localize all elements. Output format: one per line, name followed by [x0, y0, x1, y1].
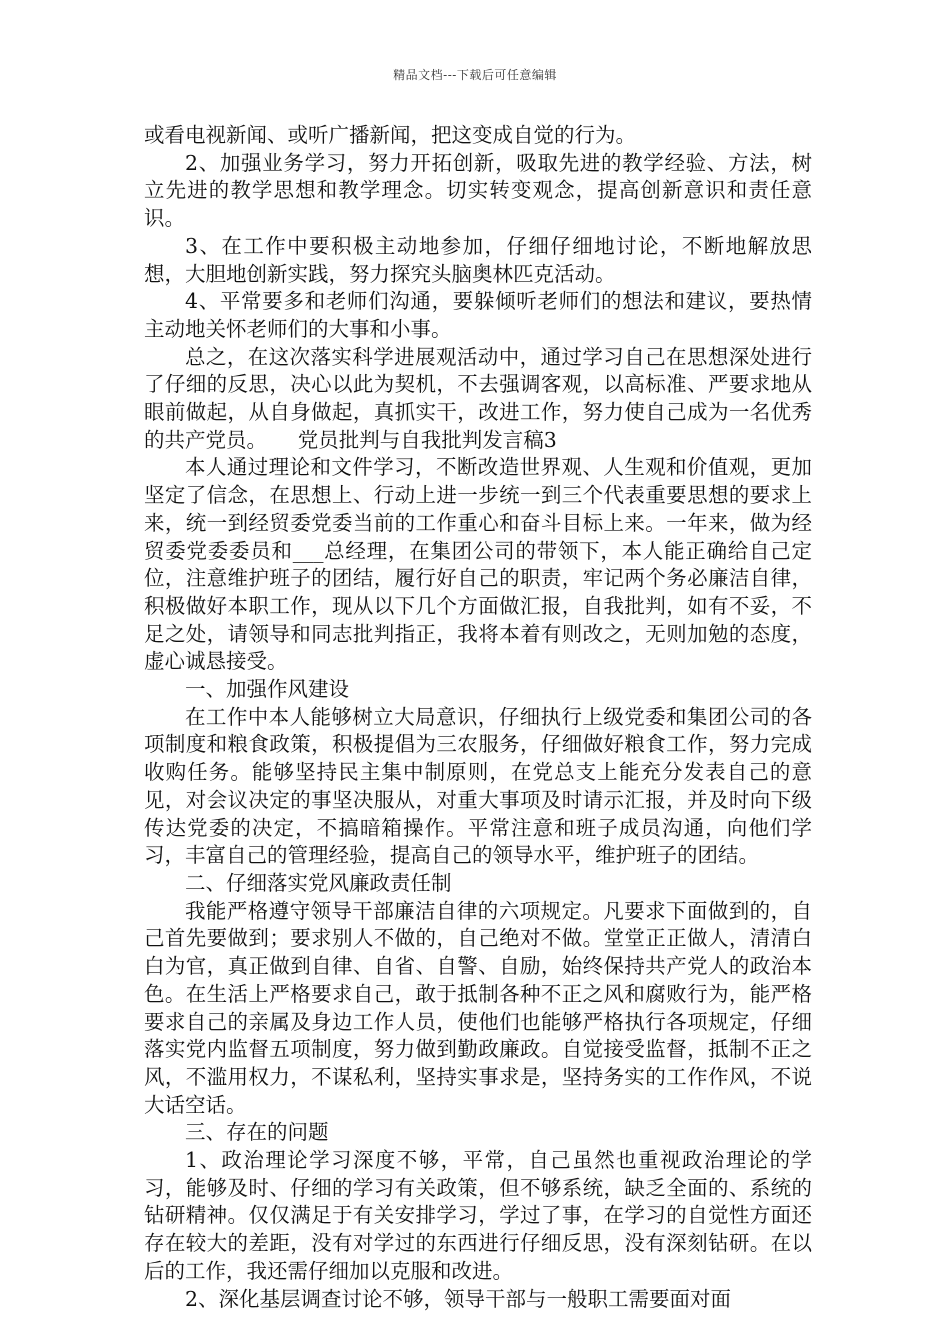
paragraph: 4、平常要多和老师们沟通，要躲倾听老师们的想法和建议，要热情主动地关怀老师们的大事和小事。	[144, 289, 812, 341]
page-header: 精品文档---下载后可任意编辑	[393, 68, 557, 82]
paragraph: 本人通过理论和文件学习，不断改造世界观、人生观和价值观，更加坚定了信念，在思想上、行动上进一步统一到三个代表重要思想的要求上来，统一到经贸委党委当前的工作重心和奋斗目标上来。一年来，做为经贸委党委委员和___总经理，在集团公司的带领下，本人能正确给自己定位，注意维护班子的团结，履行好自己的职责，牢记两个务必廉洁自律，积极做好本职工作，现从以下几个方面做汇报，自我批判，如有不妥，不足之处，请领导和同志批判指正，我将本着有则改之，无则加勉的态度，虚心诚恳接受。	[144, 455, 812, 674]
paragraph: 在工作中本人能够树立大局意识，仔细执行上级党委和集团公司的各项制度和粮食政策，积极提倡为三农服务，仔细做好粮食工作，努力完成收购任务。能够坚持民主集中制原则，在党总支上能充分发表自己的意见，对会议决定的事坚决服从，对重大事项及时请示汇报，并及时向下级传达党委的决定，不搞暗箱操作。平常注意和班子成员沟通，向他们学习，丰富自己的管理经验，提高自己的领导水平，维护班子的团结。	[144, 704, 812, 868]
paragraph: 我能严格遵守领导干部廉洁自律的六项规定。凡要求下面做到的，自己首先要做到；要求别人不做的，自己绝对不做。堂堂正正做人，清清白白为官，真正做到自律、自省、自警、自励，始终保持共产党人的政治本色。在生活上严格要求自己，敢于抵制各种不正之风和腐败行为，能严格要求自己的亲属及身边工作人员，使他们也能够严格执行各项规定，仔细落实党内监督五项制度，努力做到勤政廉政。自觉接受监督，抵制不正之风，不滥用权力，不谋私利，坚持实事求是，坚持务实的工作作风，不说大话空话。	[144, 898, 812, 1117]
document-body	[144, 122, 812, 1313]
paragraph: 或看电视新闻、或听广播新闻，把这变成自觉的行为。	[144, 123, 636, 147]
paragraph: 2、加强业务学习，努力开拓创新，吸取先进的教学经验、方法，树立先进的教学思想和教学理念。切实转变观念，提高创新意识和责任意识。	[144, 150, 812, 231]
paragraph: 总之，在这次落实科学进展观活动中，通过学习自己在思想深处进行了仔细的反思，决心以此为契机，不去强调客观，以高标准、严要求地从眼前做起，从自身做起，真抓实干，改进工作，努力使自己成为一名优秀的共产党员。 党员批判与自我批判发言稿3	[144, 344, 812, 452]
section-heading: 三、存在的问题	[185, 1120, 329, 1145]
paragraph: 2、深化基层调查讨论不够，领导干部与一般职工需要面对面	[185, 1286, 732, 1311]
section-heading: 一、加强作风建设	[185, 677, 349, 702]
paragraph: 1、政治理论学习深度不够，平常，自己虽然也重视政治理论的学习，能够及时、仔细的学习有关政策，但不够系统，缺乏全面的、系统的钻研精神。仅仅满足于有关安排学习，学过了事，在学习的自觉性方面还存在较大的差距，没有对学过的东西进行仔细反思，没有深刻钻研。在以后的工作，我还需仔细加以克服和改进。	[144, 1148, 812, 1283]
section-heading: 二、仔细落实党风廉政责任制	[185, 870, 452, 895]
paragraph: 3、在工作中要积极主动地参加，仔细仔细地讨论，不断地解放思想，大胆地创新实践，努力探究头脑奥林匹克活动。	[144, 233, 812, 286]
